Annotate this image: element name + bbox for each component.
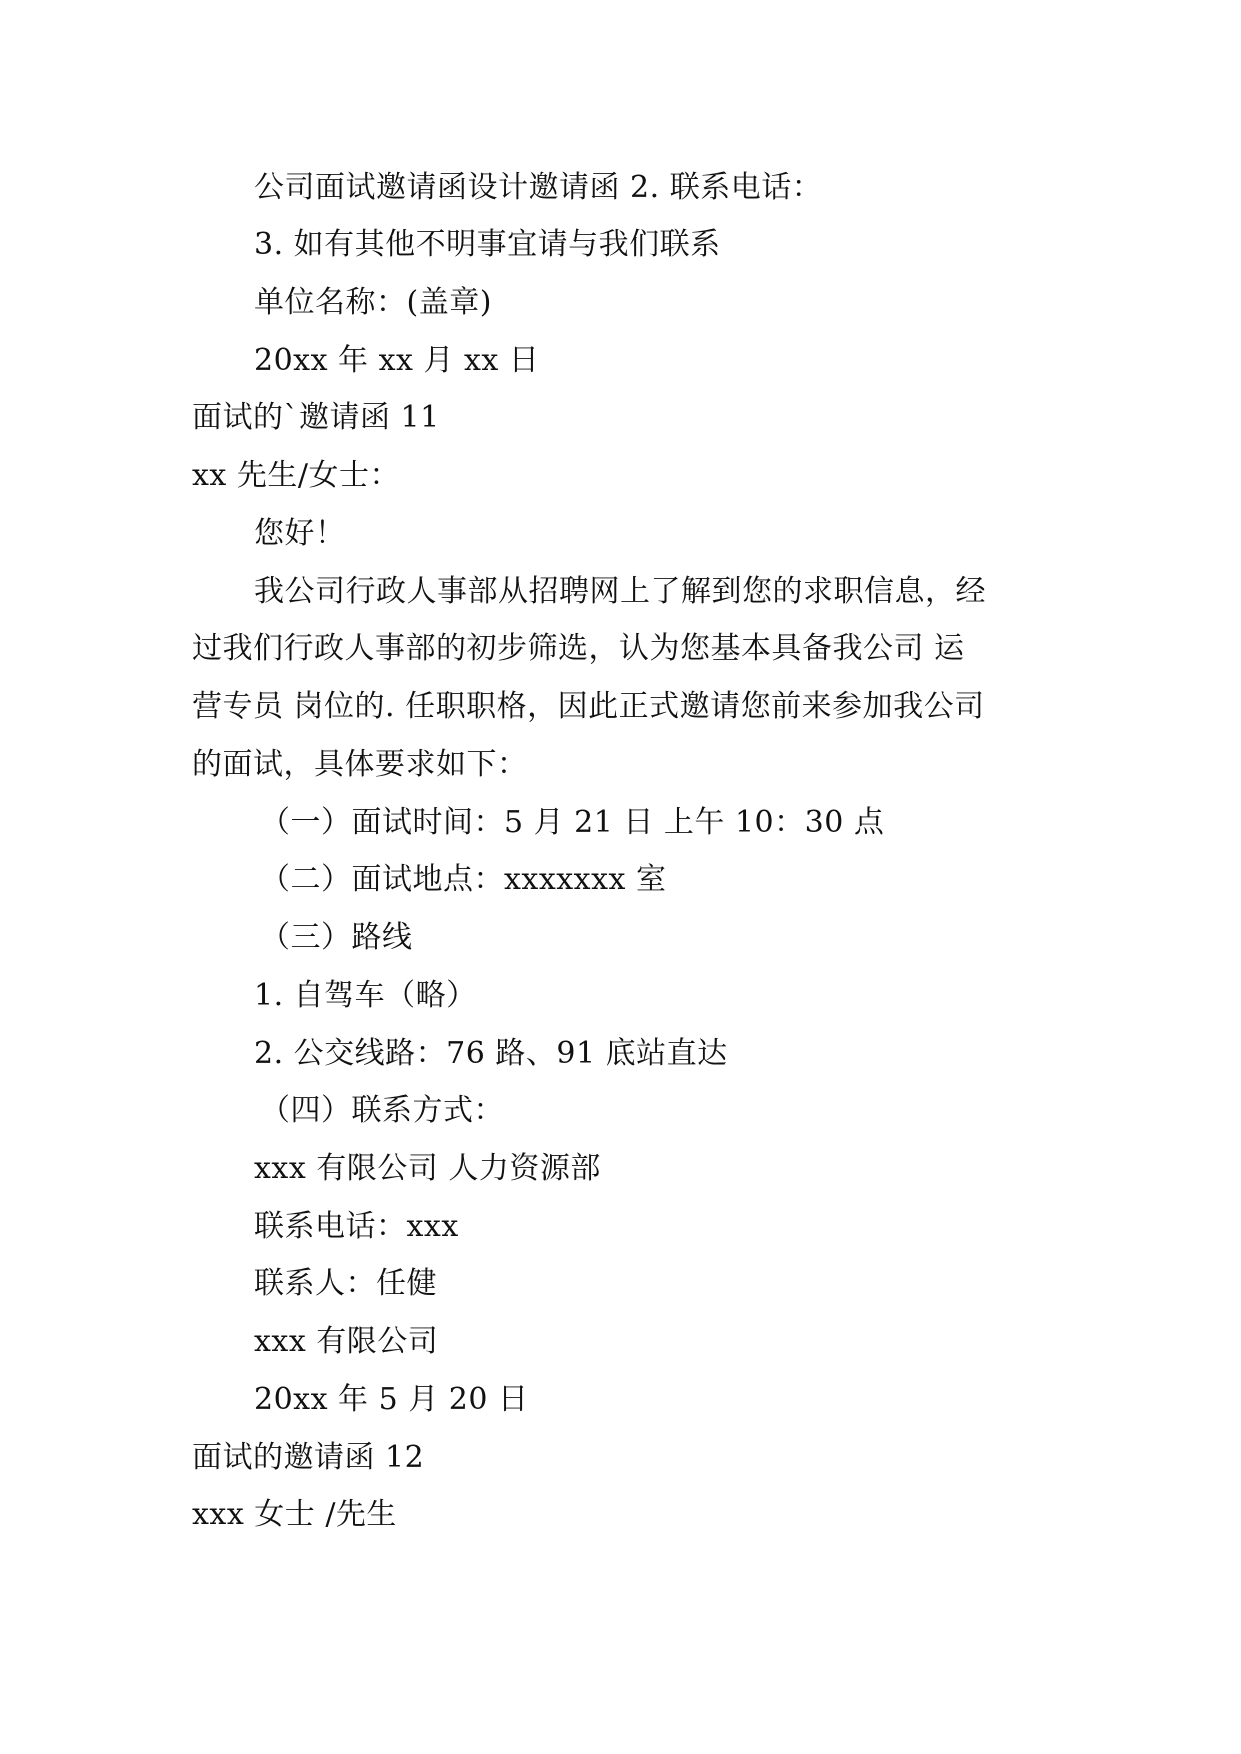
- text-line: 3. 如有其他不明事宜请与我们联系: [254, 227, 721, 262]
- greeting: 您好！: [254, 516, 346, 551]
- list-item: （一）面试时间：5 月 21 日 上午 10：30 点: [260, 805, 885, 840]
- list-item: （四）联系方式：: [260, 1093, 504, 1128]
- paragraph-line: 我公司行政人事部从招聘网上了解到您的求职信息，经: [254, 574, 986, 609]
- list-item: 1. 自驾车（略）: [254, 978, 477, 1013]
- list-item: （二）面试地点：xxxxxxx 室: [260, 862, 667, 897]
- list-item: （三）路线: [260, 920, 413, 955]
- section-heading: 面试的邀请函 12: [192, 1440, 425, 1475]
- text-line: 联系电话：xxx: [254, 1209, 459, 1244]
- paragraph-line: 的面试，具体要求如下：: [192, 747, 528, 782]
- text-line: 联系人：任健: [254, 1266, 437, 1301]
- text-line: xxx 有限公司: [254, 1324, 439, 1359]
- text-line: 公司面试邀请函设计邀请函 2. 联系电话：: [254, 170, 823, 205]
- section-heading: 面试的`邀请函 11: [192, 400, 440, 435]
- list-item: 2. 公交线路：76 路、91 底站直达: [254, 1036, 728, 1071]
- date-line: 20xx 年 xx 月 xx 日: [254, 343, 540, 378]
- paragraph-line: 过我们行政人事部的初步筛选，认为您基本具备我公司 运: [192, 631, 965, 666]
- paragraph-line: 营专员 岗位的. 任职职格，因此正式邀请您前来参加我公司: [192, 689, 985, 724]
- date-line: 20xx 年 5 月 20 日: [254, 1382, 529, 1417]
- text-line: xxx 有限公司 人力资源部: [254, 1151, 601, 1186]
- text-line: 单位名称：(盖章): [254, 285, 492, 320]
- salutation: xx 先生/女士：: [192, 458, 400, 493]
- salutation: xxx 女士 /先生: [192, 1497, 397, 1532]
